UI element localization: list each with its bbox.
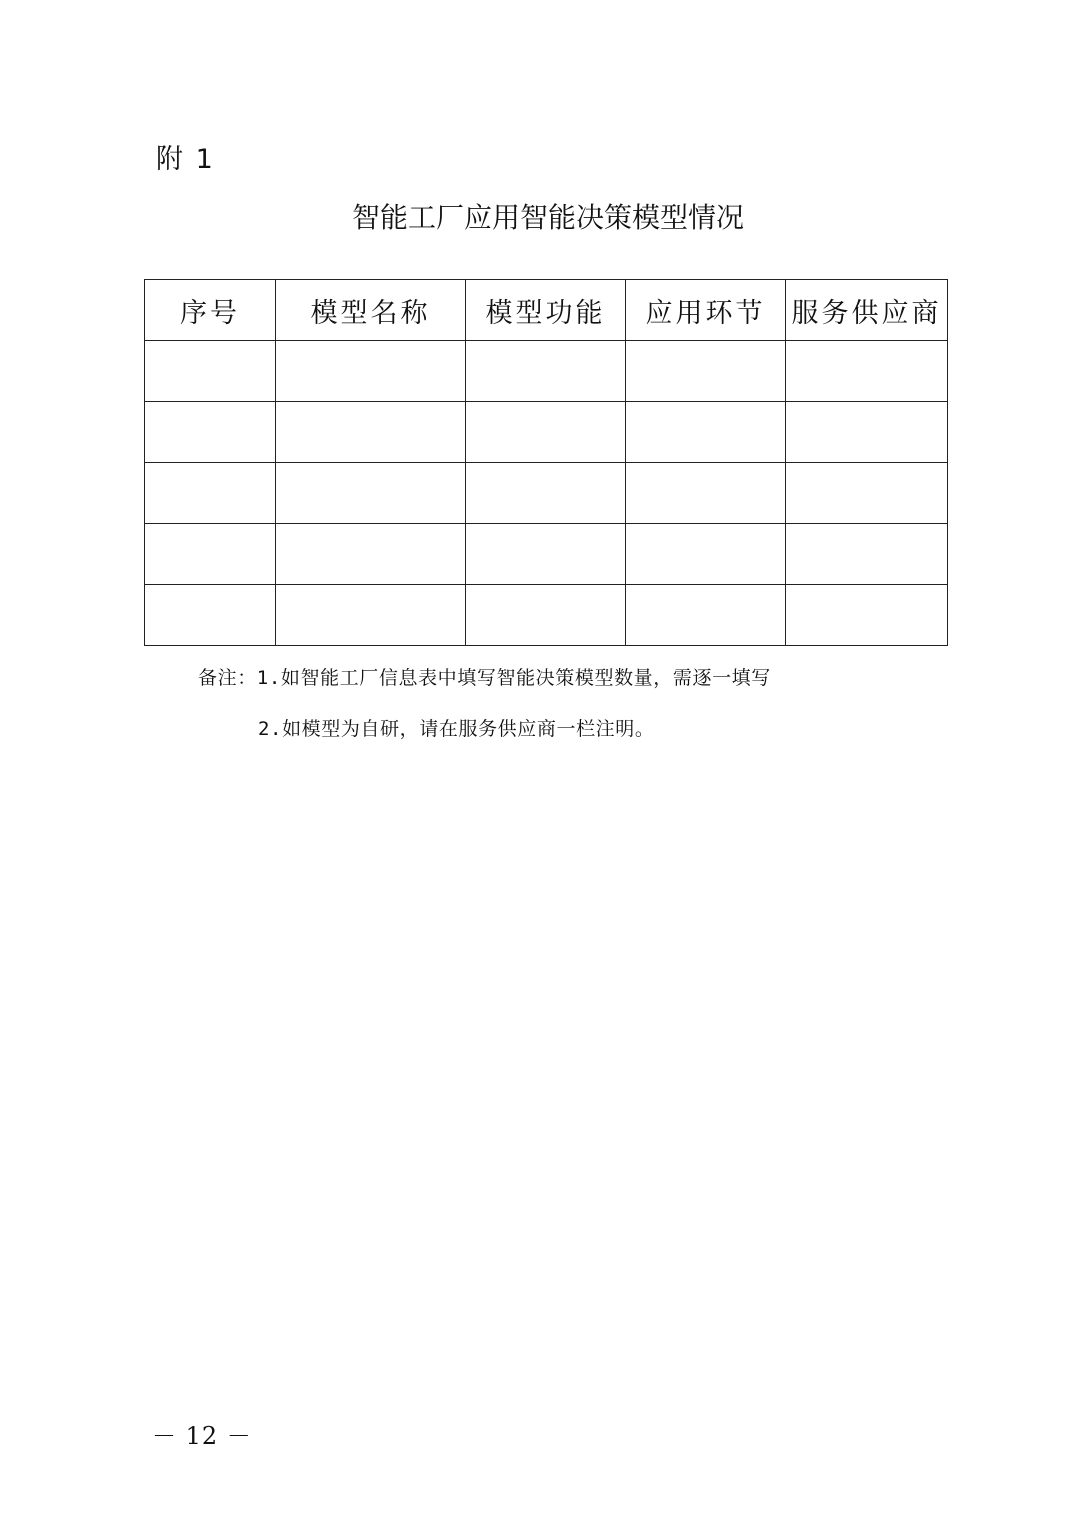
- table-cell[interactable]: [466, 524, 626, 585]
- table-cell[interactable]: [466, 402, 626, 463]
- table-cell[interactable]: [276, 402, 466, 463]
- table-cell[interactable]: [466, 585, 626, 646]
- table-cell[interactable]: [145, 524, 276, 585]
- header-service-provider: 服务供应商: [786, 280, 948, 341]
- notes-section: [198, 662, 771, 745]
- table-cell[interactable]: [626, 402, 786, 463]
- note-line-1: 备注：1.如智能工厂信息表中填写智能决策模型数量，需逐一填写: [198, 667, 771, 689]
- table-cell[interactable]: [786, 524, 948, 585]
- annex-label: 附 1: [156, 144, 215, 175]
- header-application-stage: 应用环节: [626, 280, 786, 341]
- table-cell[interactable]: [145, 463, 276, 524]
- table-cell[interactable]: [626, 524, 786, 585]
- table-cell[interactable]: [786, 463, 948, 524]
- table-cell[interactable]: [145, 341, 276, 402]
- header-model-function: 模型功能: [466, 280, 626, 341]
- table-cell[interactable]: [626, 585, 786, 646]
- table-cell[interactable]: [626, 463, 786, 524]
- header-model-name: 模型名称: [276, 280, 466, 341]
- header-serial-number: 序号: [145, 280, 276, 341]
- table-cell[interactable]: [276, 524, 466, 585]
- table-cell[interactable]: [145, 402, 276, 463]
- table-cell[interactable]: [276, 463, 466, 524]
- table-cell[interactable]: [276, 341, 466, 402]
- table-cell[interactable]: [786, 585, 948, 646]
- page-title: 智能工厂应用智能决策模型情况: [351, 201, 744, 234]
- table-cell[interactable]: [466, 341, 626, 402]
- table-header-row: [145, 280, 948, 341]
- table-cell[interactable]: [466, 463, 626, 524]
- table-row: [145, 402, 948, 463]
- table-cell[interactable]: [786, 402, 948, 463]
- table-row: [145, 341, 948, 402]
- table-cell[interactable]: [626, 341, 786, 402]
- table-cell[interactable]: [145, 585, 276, 646]
- table-cell[interactable]: [276, 585, 466, 646]
- table-row: [145, 585, 948, 646]
- note-line-2: 2.如模型为自研，请在服务供应商一栏注明。: [258, 718, 655, 740]
- table-cell[interactable]: [786, 341, 948, 402]
- page-number: － 12 －: [152, 1422, 252, 1450]
- table-row: [145, 463, 948, 524]
- table-row: [145, 524, 948, 585]
- decision-model-table: [144, 279, 948, 646]
